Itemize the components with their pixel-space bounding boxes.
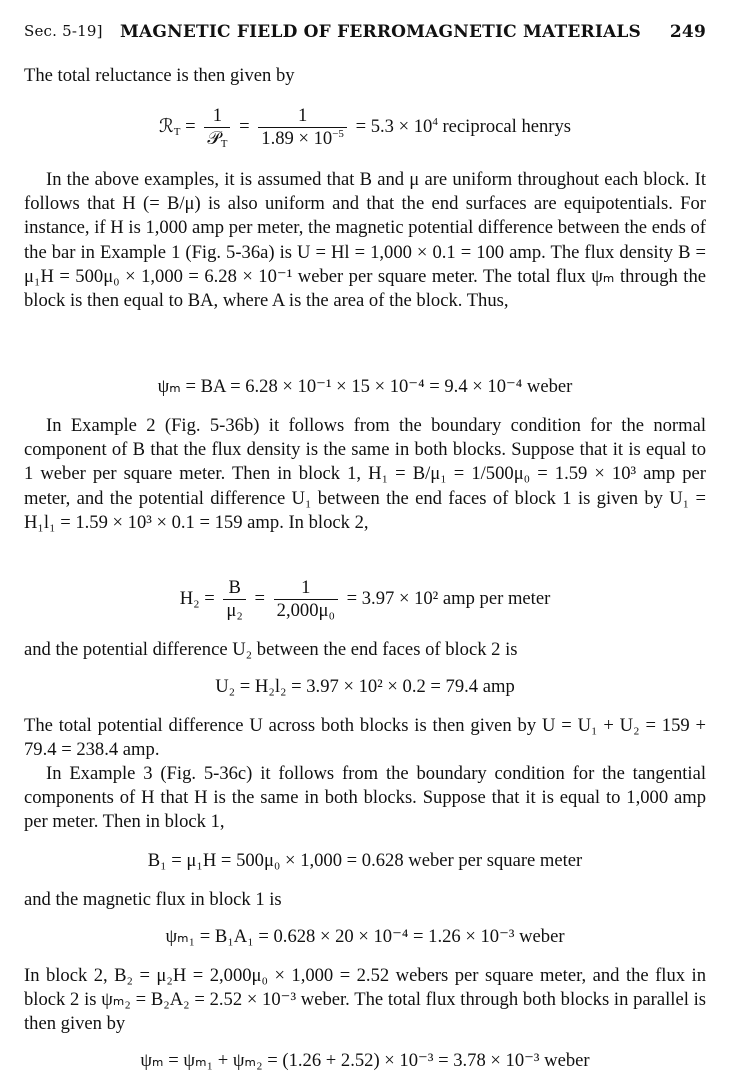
paragraph-flux-block1: and the magnetic flux in block 1 is: [24, 889, 282, 910]
section-label: Sec. 5-19]: [24, 22, 103, 40]
paragraph-example1: In the above examples, it is assumed that B and μ are uniform throughout each block. It follows that H (= B/μ) is also uniform and that the end surfaces are equipotentials. For instance, if H is 1,000 amp per meter, the magnetic potential difference between the ends of the bar in Example 1 (Fig. 5-36a) is U = Hl = 1,000 × 0.1 = 100 amp. The flux density B = μ₁H = 500μ₀ × 1,000 = 6.28 × 10⁻¹ weber per square meter. The total flux ψₘ through the block is then equal to BA, where A is the area of the block. Thus,: [24, 169, 706, 312]
running-header: [24, 22, 706, 46]
eq-lhs: ℛ: [158, 115, 174, 137]
equation-flux-example1: ψₘ = BA = 6.28 × 10⁻¹ × 15 × 10⁻⁴ = 9.4 × 10⁻⁴ weber: [157, 376, 573, 397]
equation-reluctance: ℛ$_T$ = $\frac{1}{𝒫_T}$ = $\frac{1}{1.89 \times 10^{-5}}$ = $5.3 \times 10^4$ reciprocal henrys: [158, 105, 572, 150]
fraction-1: $\frac{1}{𝒫_T}$: [204, 106, 230, 149]
paragraph-block2: In block 2, B₂ = μ₂H = 2,000μ₀ × 1,000 = 2.52 webers per square meter, and the flux in block 2 is ψₘ₂ = B₂A₂ = 2.52 × 10⁻³ weber. The total flux through both blocks in parallel is then given by: [24, 965, 706, 1035]
paragraph-total-U: The total potential difference U across both blocks is then given by U = U₁ + U₂ = 159 + 79.4 = 238.4 amp.: [24, 715, 706, 761]
fraction-2: $\frac{1}{1.89 \times 10^{-5}}$: [258, 106, 347, 149]
equation-psi-total: ψₘ = ψₘ₁ + ψₘ₂ = (1.26 + 2.52) × 10⁻³ = 3.78 × 10⁻³ weber: [140, 1050, 590, 1071]
paragraph-intro: The total reluctance is then given by: [24, 65, 295, 86]
equation-H2: H₂ = $\frac{B}{\text{μ₂}}$ = $\frac{1}{\text{2,000μ₀}}$ = 3.97 × 10² amp per meter: [179, 577, 551, 621]
equation-U2: U₂ = H₂l₂ = 3.97 × 10² × 0.2 = 79.4 amp: [215, 676, 515, 697]
page-number: 249: [669, 22, 706, 42]
paragraph-example3: In Example 3 (Fig. 5-36c) it follows from the boundary condition for the tangential components of H that H is the same in both blocks. Suppose that it is equal to 1,000 amp per meter. Then in block 1,: [24, 763, 706, 833]
fraction-1-2000mu0: $\frac{1}{\text{2,000μ₀}}$: [274, 578, 338, 621]
equation-B1: B₁ = μ₁H = 500μ₀ × 1,000 = 0.628 weber per square meter: [147, 850, 583, 871]
fraction-B-mu2: $\frac{B}{\text{μ₂}}$: [223, 578, 245, 621]
chapter-title: MAGNETIC FIELD OF FERROMAGNETIC MATERIALS: [120, 22, 642, 42]
paragraph-example2: In Example 2 (Fig. 5-36b) it follows from the boundary condition for the normal component of B that the flux density is the same in both blocks. Suppose that it is equal to 1 weber per square meter. Then in block 1, H₁ = B/μ₁ = 1/500μ₀ = 1.59 × 10³ amp per meter, and the potential difference U₁ between the end faces of block 1 is given by U₁ = H₁l₁ = 1.59 × 10³ × 0.1 = 159 amp. In block 2,: [24, 415, 706, 533]
equation-psi-m1: ψₘ₁ = B₁A₁ = 0.628 × 20 × 10⁻⁴ = 1.26 × 10⁻³ weber: [165, 926, 565, 947]
paragraph-U2-intro: and the potential difference U₂ between the end faces of block 2 is: [24, 639, 518, 660]
